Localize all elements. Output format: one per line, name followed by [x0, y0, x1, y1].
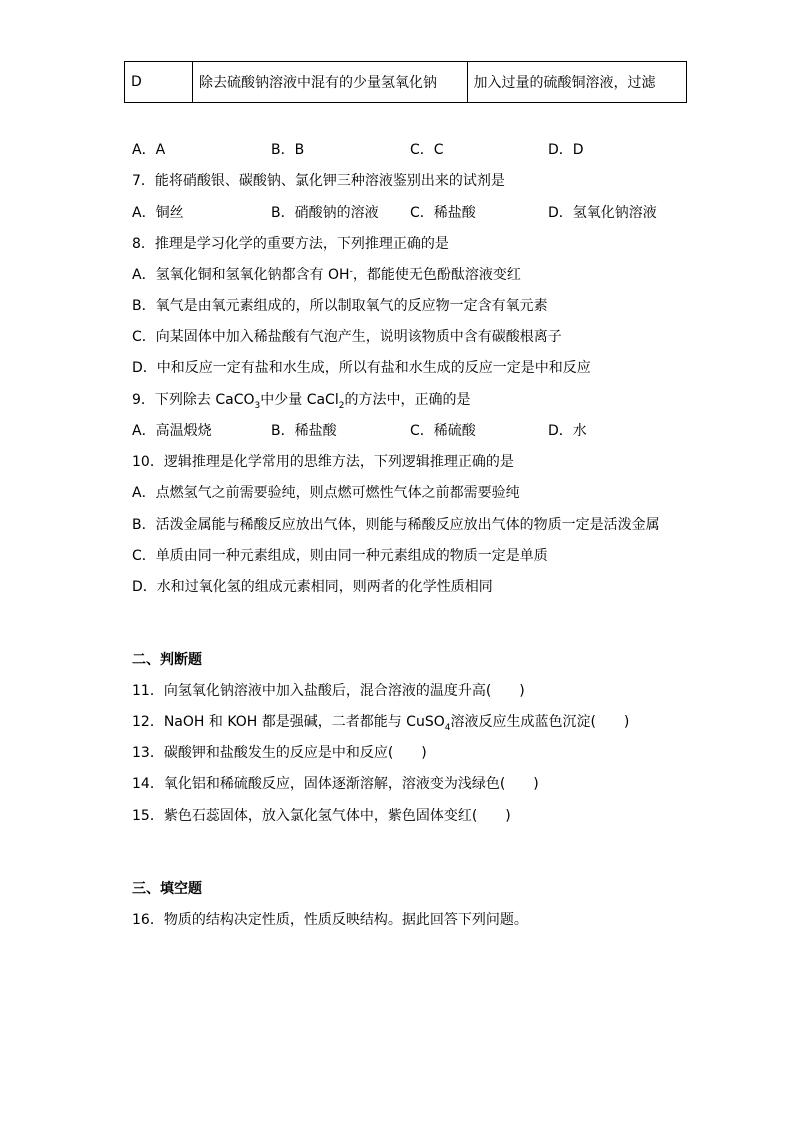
q10-option-c: C．单质由同一种元素组成，则由同一种元素组成的物质一定是单质: [132, 548, 548, 564]
q7-option-c: C．稀盐酸: [410, 205, 476, 221]
q8-option-a: A．氢氧化铜和氢氧化钠都含有 OH-，都能使无色酚酞溶液变红: [132, 266, 521, 283]
q9-option-c: C．稀硫酸: [410, 423, 476, 439]
q9-options: [132, 421, 692, 441]
q8-option-d: D．中和反应一定有盐和水生成，所以有盐和水生成的反应一定是中和反应: [132, 360, 591, 376]
section-3-title: 三、填空题: [132, 881, 202, 897]
q9-stem: 9．下列除去 CaCO$_3$中少量 CaCl$_2$的方法中，正确的是: [132, 392, 471, 411]
q6-option-a: A．A: [132, 142, 166, 158]
q7-option-a: A．铜丝: [132, 205, 184, 221]
q9-option-d: D．水: [548, 423, 587, 439]
section-2-title: 二、判断题: [132, 652, 202, 668]
q10-stem: 10．逻辑推理是化学常用的思维方法，下列逻辑推理正确的是: [132, 454, 514, 470]
q8-stem: 8．推理是学习化学的重要方法，下列推理正确的是: [132, 236, 449, 252]
q16: 16．物质的结构决定性质，性质反映结构。据此回答下列问题。: [132, 912, 528, 928]
q7-option-d: D．氢氧化钠溶液: [548, 205, 657, 221]
q12: 12．NaOH 和 KOH 都是强碱，二者都能与 CuSO$_4$溶液反应生成蓝色沉淀( ): [132, 714, 630, 733]
q7-options: [132, 203, 692, 223]
q9-option-a: A．高温煅烧: [132, 423, 212, 439]
q6-option-b: B．B: [271, 142, 305, 158]
row-purpose: 除去硫酸钠溶液中混有的少量氢氧化钠: [193, 62, 467, 103]
row-method: 加入过量的硫酸铜溶液，过滤: [467, 62, 686, 103]
q15: 15．紫色石蕊固体，放入氯化氢气体中，紫色固体变红( ): [132, 808, 511, 824]
q6-options: [132, 140, 692, 160]
q8-option-b: B．氧气是由氧元素组成的，所以制取氧气的反应物一定含有氧元素: [132, 298, 548, 314]
table-row: [125, 62, 687, 103]
q11: 11．向氢氧化钠溶液中加入盐酸后，混合溶液的温度升高( ): [132, 683, 525, 699]
row-letter: D: [125, 62, 193, 103]
q13: 13．碳酸钾和盐酸发生的反应是中和反应( ): [132, 745, 427, 761]
q7-option-b: B．硝酸钠的溶液: [271, 205, 379, 221]
q10-option-b: B．活泼金属能与稀酸反应放出气体，则能与稀酸反应放出气体的物质一定是活泼金属: [132, 517, 660, 533]
q9-option-b: B．稀盐酸: [271, 423, 337, 439]
q10-option-a: A．点燃氢气之前需要验纯，则点燃可燃性气体之前都需要验纯: [132, 485, 520, 501]
q14: 14．氧化铝和稀硫酸反应，固体逐渐溶解，溶液变为浅绿色( ): [132, 776, 539, 792]
q10-option-d: D．水和过氧化氢的组成元素相同，则两者的化学性质相同: [132, 579, 493, 595]
experiment-table: [124, 61, 687, 103]
q7-stem: 7．能将硝酸银、碳酸钠、氯化钾三种溶液鉴别出来的试剂是: [132, 173, 505, 189]
q6-option-c: C．C: [410, 142, 444, 158]
q8-option-c: C．向某固体中加入稀盐酸有气泡产生，说明该物质中含有碳酸根离子: [132, 329, 562, 345]
q6-option-d: D．D: [548, 142, 584, 158]
